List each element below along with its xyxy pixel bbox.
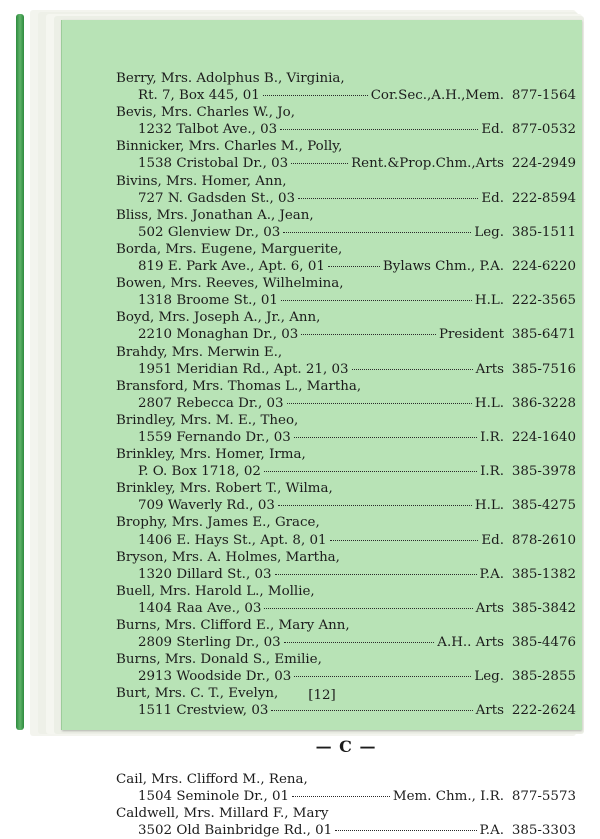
entry-detail-line [116, 463, 576, 480]
directory-entry [116, 617, 576, 651]
dot-leader [284, 642, 435, 643]
dot-leader [292, 796, 390, 797]
entry-detail-line [116, 121, 576, 138]
member-name: Burt, Mrs. C. T., Evelyn, [116, 686, 279, 702]
dot-leader [298, 198, 478, 199]
member-address: 1406 E. Hays St., Apt. 8, 01 [138, 532, 327, 548]
entry-detail-line [116, 87, 576, 104]
member-phone: 385-3842 [511, 600, 576, 616]
entry-detail-line [116, 258, 576, 275]
member-address: 1320 Dillard St., 03 [138, 566, 272, 582]
entry-detail-line [116, 668, 576, 685]
entries-list-b [116, 70, 576, 720]
entry-detail-line [116, 822, 576, 839]
member-role: Ed. [481, 190, 504, 206]
member-role: Bylaws Chm., P.A. [382, 259, 504, 275]
member-phone: 385-4275 [511, 498, 576, 514]
member-role: Leg. [474, 224, 504, 240]
dot-leader [287, 403, 472, 404]
entry-detail-line [116, 224, 576, 241]
member-phone: 386-3228 [511, 395, 576, 411]
member-address: Rt. 7, Box 445, 01 [138, 88, 260, 104]
member-name: Bransford, Mrs. Thomas L., Martha, [116, 378, 362, 394]
member-name: Bowen, Mrs. Reeves, Wilhelmina, [116, 276, 344, 292]
directory-entry [116, 771, 576, 805]
entry-detail-line [116, 532, 576, 549]
member-phone: 385-4476 [511, 635, 576, 651]
member-name: Boyd, Mrs. Joseph A., Jr., Ann, [116, 310, 321, 326]
directory-entry [116, 275, 576, 309]
member-role: Arts [475, 361, 504, 377]
member-role: Arts [475, 600, 504, 616]
member-role: President [439, 327, 504, 343]
dot-leader [291, 163, 348, 164]
entry-detail-line [116, 566, 576, 583]
directory-entry [116, 241, 576, 275]
green-book-spine [16, 14, 24, 730]
dot-leader [264, 608, 472, 609]
member-phone: 385-7516 [511, 361, 576, 377]
member-role: Leg. [474, 669, 504, 685]
member-phone: 877-1564 [511, 88, 576, 104]
member-name: Bliss, Mrs. Jonathan A., Jean, [116, 207, 314, 223]
member-name: Brophy, Mrs. James E., Grace, [116, 515, 320, 531]
directory-entry [116, 480, 576, 514]
member-name: Berry, Mrs. Adolphus B., Virginia, [116, 71, 345, 86]
directory-entry [116, 651, 576, 685]
member-address: 709 Waverly Rd., 03 [138, 498, 275, 514]
entry-detail-line [116, 326, 576, 343]
entry-detail-line [116, 292, 576, 309]
member-name: Caldwell, Mrs. Millard F., Mary [116, 805, 329, 821]
dot-leader [278, 505, 472, 506]
directory-entries [116, 70, 576, 839]
directory-entry [116, 173, 576, 207]
directory-entry [116, 805, 576, 839]
dot-leader [263, 95, 368, 96]
entry-detail-line [116, 155, 576, 172]
member-role: Arts [475, 703, 504, 719]
member-phone: 224-1640 [511, 429, 576, 445]
dot-leader [294, 676, 471, 677]
entry-detail-line [116, 788, 576, 805]
member-role: I.R. [480, 464, 504, 480]
member-name: Buell, Mrs. Harold L., Mollie, [116, 583, 315, 599]
member-name: Binnicker, Mrs. Charles M., Polly, [116, 139, 343, 155]
member-name: Bevis, Mrs. Charles W., Jo, [116, 105, 295, 121]
dot-leader [330, 540, 479, 541]
member-address: 2809 Sterling Dr., 03 [138, 635, 281, 651]
member-phone: 385-3978 [511, 464, 576, 480]
member-address: 727 N. Gadsden St., 03 [138, 190, 296, 206]
page-number: [12] [308, 688, 336, 703]
directory-entry [116, 446, 576, 480]
directory-entry [116, 104, 576, 138]
entry-detail-line [116, 702, 576, 719]
member-name: Burns, Mrs. Donald S., Emilie, [116, 652, 322, 668]
member-address: P. O. Box 1718, 02 [138, 464, 261, 480]
member-phone: 385-3303 [511, 822, 576, 838]
member-address: 1504 Seminole Dr., 01 [138, 788, 290, 804]
member-name: Cail, Mrs. Clifford M., Rena, [116, 771, 308, 787]
entries-list-c [116, 771, 576, 839]
member-address: 1318 Broome St., 01 [138, 293, 278, 309]
directory-entry [116, 138, 576, 172]
member-address: 819 E. Park Ave., Apt. 6, 01 [138, 259, 325, 275]
dot-leader [283, 232, 471, 233]
member-role: Rent.&Prop.Chm.,Arts [351, 156, 504, 172]
entry-detail-line [116, 634, 576, 651]
member-role: Mem. Chm., I.R. [392, 788, 504, 804]
member-phone: 878-2610 [511, 532, 576, 548]
directory-entry [116, 549, 576, 583]
member-name: Brahdy, Mrs. Merwin E., [116, 344, 283, 360]
member-address: 1404 Raa Ave., 03 [138, 600, 262, 616]
member-phone: 385-1511 [511, 224, 576, 240]
member-role: H.L. [474, 293, 504, 309]
member-role: H.L. [474, 395, 504, 411]
directory-entry [116, 514, 576, 548]
directory-entry [116, 309, 576, 343]
member-phone: 224-2949 [511, 156, 576, 172]
member-name: Bivins, Mrs. Homer, Ann, [116, 173, 287, 189]
dot-leader [264, 471, 477, 472]
directory-entry [116, 378, 576, 412]
member-address: 1538 Cristobal Dr., 03 [138, 156, 289, 172]
member-role: H.L. [474, 498, 504, 514]
member-role: A.H.. Arts [437, 635, 504, 651]
dot-leader [280, 129, 478, 130]
entry-detail-line [116, 429, 576, 446]
member-address: 2807 Rebecca Dr., 03 [138, 395, 284, 411]
entry-detail-line [116, 190, 576, 207]
member-name: Bryson, Mrs. A. Holmes, Martha, [116, 549, 340, 565]
directory-entry [116, 583, 576, 617]
member-phone: 222-3565 [511, 293, 576, 309]
member-address: 2210 Monaghan Dr., 03 [138, 327, 299, 343]
member-name: Brinkley, Mrs. Robert T., Wilma, [116, 481, 333, 497]
member-address: 1232 Talbot Ave., 03 [138, 122, 278, 138]
member-name: Borda, Mrs. Eugene, Marguerite, [116, 241, 343, 257]
dot-leader [271, 710, 472, 711]
dot-leader [281, 300, 472, 301]
section-heading-c: — C — [315, 736, 377, 756]
entry-detail-line [116, 600, 576, 617]
member-address: 1511 Crestview, 03 [138, 703, 269, 719]
dot-leader [294, 437, 477, 438]
directory-entry [116, 344, 576, 378]
member-address: 3502 Old Bainbridge Rd., 01 [138, 822, 333, 838]
member-name: Brindley, Mrs. M. E., Theo, [116, 412, 299, 428]
dot-leader [335, 830, 476, 831]
directory-entry [116, 412, 576, 446]
member-address: 1951 Meridian Rd., Apt. 21, 03 [138, 361, 349, 377]
directory-entry [116, 70, 576, 104]
member-phone: 385-6471 [511, 327, 576, 343]
member-address: 1559 Fernando Dr., 03 [138, 429, 291, 445]
member-phone: 222-2624 [511, 703, 576, 719]
member-role: Ed. [481, 532, 504, 548]
member-role: I.R. [480, 429, 504, 445]
member-phone: 877-5573 [511, 788, 576, 804]
member-role: P.A. [479, 822, 504, 838]
member-name: Burns, Mrs. Clifford E., Mary Ann, [116, 618, 350, 633]
entry-detail-line [116, 497, 576, 514]
member-role: Cor.Sec.,A.H.,Mem. [370, 88, 504, 104]
dot-leader [301, 334, 436, 335]
member-name: Brinkley, Mrs. Homer, Irma, [116, 447, 306, 463]
dot-leader [275, 574, 477, 575]
member-role: Ed. [481, 122, 504, 138]
member-address: 502 Glenview Dr., 03 [138, 224, 281, 240]
dot-leader [328, 266, 380, 267]
directory-entry [116, 207, 576, 241]
directory-page [62, 20, 582, 838]
member-phone: 224-6220 [511, 259, 576, 275]
entry-detail-line [116, 395, 576, 412]
member-phone: 385-1382 [511, 566, 576, 582]
member-phone: 222-8594 [511, 190, 576, 206]
member-role: P.A. [479, 566, 504, 582]
member-address: 2913 Woodside Dr., 03 [138, 669, 292, 685]
member-phone: 877-0532 [511, 122, 576, 138]
member-phone: 385-2855 [511, 669, 576, 685]
dot-leader [352, 369, 473, 370]
entry-detail-line [116, 361, 576, 378]
